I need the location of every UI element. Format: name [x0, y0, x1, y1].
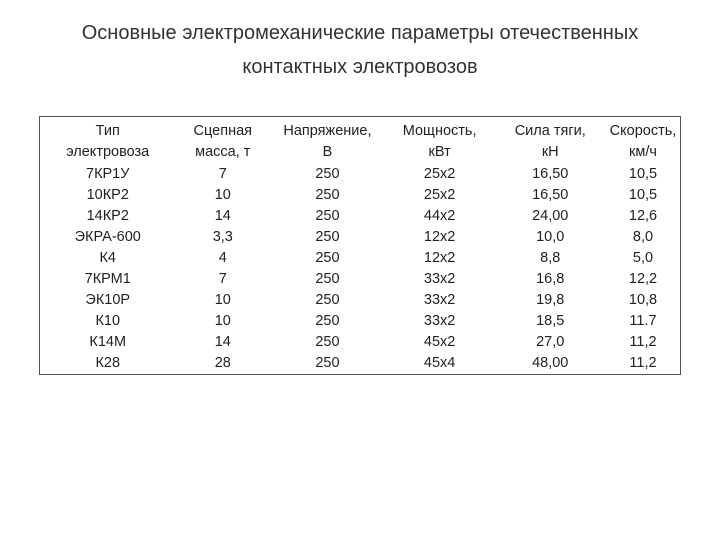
cell-voltage: 250 [315, 165, 340, 182]
table-row [40, 227, 681, 248]
cell-type: 10КР2 [86, 186, 129, 203]
cell-power: 33х2 [423, 270, 456, 287]
cell-type: ЭКРА-600 [74, 228, 141, 245]
table-header-row [40, 121, 681, 164]
cell-traction-force: 48,00 [532, 354, 569, 371]
cell-voltage: 250 [315, 186, 340, 203]
cell-type: К14М [89, 333, 127, 350]
header-mass: Сцепная масса, т [193, 122, 252, 160]
cell-voltage: 250 [315, 207, 340, 224]
cell-speed: 12,2 [628, 270, 658, 287]
table-row [40, 353, 681, 375]
cell-voltage: 250 [315, 333, 340, 350]
cell-speed: 11,2 [629, 354, 657, 371]
header-traction-force: Сила тяги, кН [514, 122, 586, 160]
cell-mass: 28 [214, 354, 231, 371]
cell-mass: 3,3 [212, 228, 233, 245]
cell-traction-force: 16,8 [536, 270, 565, 287]
cell-mass: 10 [214, 312, 231, 329]
table-row [40, 185, 681, 206]
cell-traction-force: 19,8 [536, 291, 565, 308]
table-row [40, 206, 681, 227]
cell-speed: 5,0 [632, 249, 654, 266]
cell-mass: 4 [218, 249, 227, 266]
cell-power: 44х2 [423, 207, 456, 224]
cell-mass: 10 [214, 291, 231, 308]
table-row [40, 311, 681, 332]
table-row [40, 269, 681, 290]
page-title [0, 16, 720, 84]
cell-speed: 10,5 [628, 186, 658, 203]
cell-mass: 10 [214, 186, 231, 203]
title-line-2: контактных электровозов [242, 56, 478, 78]
cell-type: К28 [95, 354, 121, 371]
table-row [40, 164, 681, 185]
cell-power: 45х4 [423, 354, 456, 371]
cell-mass: 7 [218, 270, 227, 287]
cell-voltage: 250 [315, 270, 340, 287]
cell-speed: 12,6 [628, 207, 658, 224]
cell-traction-force: 10,0 [536, 228, 565, 245]
header-type: Тип электровоза [66, 122, 150, 160]
cell-type: 7КРМ1 [84, 270, 131, 287]
cell-voltage: 250 [315, 249, 340, 266]
table-body [40, 164, 681, 375]
cell-power: 33х2 [423, 291, 456, 308]
locomotive-parameters-table [39, 116, 681, 375]
cell-type: 7КР1У [86, 165, 130, 182]
cell-traction-force: 27,0 [536, 333, 565, 350]
cell-power: 12х2 [423, 249, 456, 266]
cell-speed: 10,5 [628, 165, 658, 182]
cell-type: К4 [99, 249, 116, 266]
table-row [40, 332, 681, 353]
cell-mass: 7 [218, 165, 227, 182]
cell-type: ЭК10Р [85, 291, 131, 308]
header-speed: Скорость, км/ч [609, 122, 677, 160]
cell-power: 25х2 [423, 186, 456, 203]
table-row [40, 290, 681, 311]
cell-speed: 10,8 [628, 291, 658, 308]
cell-voltage: 250 [315, 312, 340, 329]
cell-voltage: 250 [315, 228, 340, 245]
cell-type: 14КР2 [86, 207, 129, 224]
cell-speed: 8,0 [632, 228, 654, 245]
title-line-1: Основные электромеханические параметры отечественных [81, 22, 639, 44]
cell-voltage: 250 [315, 291, 340, 308]
cell-power: 45х2 [423, 333, 456, 350]
cell-traction-force: 8,8 [540, 249, 561, 266]
table-row [40, 248, 681, 269]
cell-type: К10 [95, 312, 121, 329]
cell-mass: 14 [214, 333, 231, 350]
cell-traction-force: 18,5 [536, 312, 565, 329]
cell-speed: 11,2 [629, 333, 657, 350]
cell-power: 12х2 [423, 228, 456, 245]
cell-mass: 14 [214, 207, 231, 224]
header-power: Мощность, кВт [402, 122, 477, 160]
cell-power: 25х2 [423, 165, 456, 182]
header-voltage: Напряжение, В [283, 122, 372, 160]
cell-speed: 11.7 [629, 312, 657, 329]
cell-voltage: 250 [315, 354, 340, 371]
cell-traction-force: 24,00 [532, 207, 569, 224]
cell-power: 33х2 [423, 312, 456, 329]
cell-traction-force: 16,50 [532, 165, 569, 182]
cell-traction-force: 16,50 [532, 186, 569, 203]
